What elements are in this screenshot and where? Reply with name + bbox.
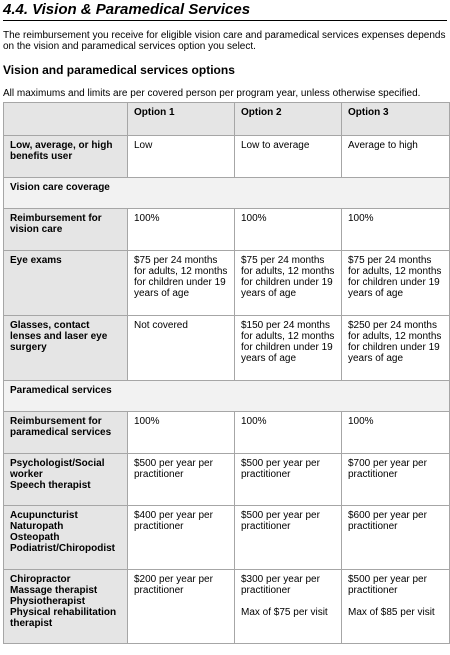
- cell-option-2: 100%: [235, 209, 342, 251]
- table-row: [4, 136, 450, 178]
- row-label: Eye exams: [4, 251, 128, 316]
- section-label: Paramedical services: [4, 381, 450, 412]
- row-label: Reimbursement for paramedical services: [4, 412, 128, 454]
- cell-option-3: $600 per year per practitioner: [342, 506, 450, 570]
- row-label: [4, 570, 128, 644]
- label-line: Acupuncturist: [10, 510, 78, 521]
- header-option-3: Option 3: [342, 103, 450, 136]
- cell-option-2: 100%: [235, 412, 342, 454]
- cell-option-1: 100%: [128, 209, 235, 251]
- options-table: [3, 102, 450, 644]
- cell-option-2: $150 per 24 months for adults, 12 months for children under 19 years of age: [235, 316, 342, 381]
- cell-option-3: [342, 570, 450, 644]
- cell-option-3: 100%: [342, 412, 450, 454]
- row-label: [4, 506, 128, 570]
- section-heading: Vision and paramedical services options: [3, 63, 235, 77]
- table-header-row: [4, 103, 450, 136]
- cell-option-1: $400 per year per practitioner: [128, 506, 235, 570]
- cell-option-3: $250 per 24 months for adults, 12 months for children under 19 years of age: [342, 316, 450, 381]
- cell-option-1: $75 per 24 months for adults, 12 months for children under 19 years of age: [128, 251, 235, 316]
- cell-option-2: [235, 570, 342, 644]
- cell-option-1: $500 per year per practitioner: [128, 454, 235, 506]
- section-row-vision: [4, 178, 450, 209]
- row-label: Low, average, or high benefits user: [4, 136, 128, 178]
- label-line: Naturopath: [10, 521, 64, 532]
- table-row: [4, 316, 450, 381]
- cell-text: $300 per year per practitioner: [241, 574, 320, 596]
- cell-option-2: $75 per 24 months for adults, 12 months for children under 19 years of age: [235, 251, 342, 316]
- cell-option-3: Average to high: [342, 136, 450, 178]
- header-option-1: Option 1: [128, 103, 235, 136]
- table-row: [4, 412, 450, 454]
- title-underline: [3, 20, 447, 21]
- label-line: Chiropractor: [10, 574, 71, 585]
- cell-option-3: $75 per 24 months for adults, 12 months for children under 19 years of age: [342, 251, 450, 316]
- row-label: Glasses, contact lenses and laser eye surgery: [4, 316, 128, 381]
- cell-option-2: $500 per year per practitioner: [235, 506, 342, 570]
- cell-note: Max of $85 per visit: [348, 607, 435, 618]
- cell-option-1: 100%: [128, 412, 235, 454]
- row-label: Reimbursement for vision care: [4, 209, 128, 251]
- label-line: Massage therapist: [10, 585, 98, 596]
- cell-option-1: Not covered: [128, 316, 235, 381]
- cell-option-2: $500 per year per practitioner: [235, 454, 342, 506]
- section-row-paramedical: [4, 381, 450, 412]
- header-blank: [4, 103, 128, 136]
- cell-text: $500 per year per practitioner: [348, 574, 427, 596]
- section-label: Vision care coverage: [4, 178, 450, 209]
- cell-option-2: Low to average: [235, 136, 342, 178]
- label-line: Psychologist/Social worker: [10, 458, 105, 480]
- label-line: Physical rehabilitation therapist: [10, 607, 117, 629]
- label-line: Osteopath: [10, 532, 60, 543]
- cell-option-3: 100%: [342, 209, 450, 251]
- intro-paragraph: The reimbursement you receive for eligible vision care and paramedical services expenses depends on the vision and paramedical services option you select.: [3, 30, 446, 52]
- cell-option-1: Low: [128, 136, 235, 178]
- row-label: [4, 454, 128, 506]
- cell-option-3: $700 per year per practitioner: [342, 454, 450, 506]
- table-row: [4, 454, 450, 506]
- cell-option-1: $200 per year per practitioner: [128, 570, 235, 644]
- table-row: [4, 506, 450, 570]
- table-row: [4, 570, 450, 644]
- label-line: Physiotherapist: [10, 596, 86, 607]
- label-line: Podiatrist/Chiropodist: [10, 543, 115, 554]
- table-row: [4, 209, 450, 251]
- page-title: 4.4. Vision & Paramedical Services: [3, 1, 251, 18]
- limits-note: All maximums and limits are per covered person per program year, unless otherwise specified.: [3, 88, 421, 99]
- header-option-2: Option 2: [235, 103, 342, 136]
- cell-note: Max of $75 per visit: [241, 607, 328, 618]
- table-row: [4, 251, 450, 316]
- label-line: Speech therapist: [10, 480, 91, 491]
